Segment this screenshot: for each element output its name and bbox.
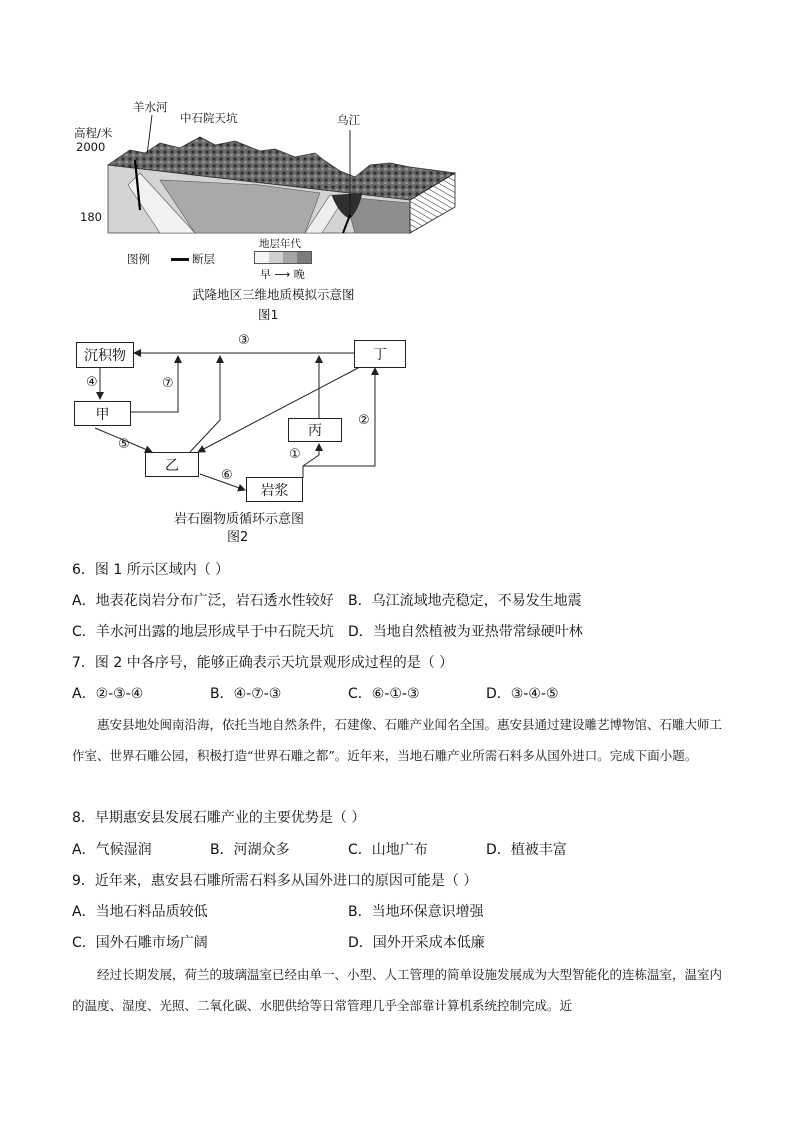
label-wujiang: 乌江 (337, 113, 360, 127)
question-7-option-d: D．③-④-⑤ (486, 686, 559, 702)
label-7: ⑦ (162, 376, 174, 391)
question-8-stem: 8．早期惠安县发展石雕产业的主要优势是（ ） (72, 810, 366, 826)
figure-2-caption: 岩石圈物质循环示意图 (174, 512, 305, 527)
question-6-option-c: C．羊水河出露的地层形成早于中石院天坑 (72, 624, 334, 640)
question-6-stem: 6．图 1 所示区域内（ ） (72, 562, 230, 578)
question-9-option-a: A．当地石料品质较低 (72, 904, 208, 920)
label-5: ⑤ (118, 437, 130, 452)
question-6-option-b: B．乌江流域地壳稳定，不易发生地震 (348, 593, 582, 609)
label-zhongshiyuan-tiankeng: 中石院天坑 (180, 111, 238, 125)
question-9-option-d: D．国外开采成本低廉 (348, 935, 485, 951)
box-yi: 乙 (145, 452, 199, 477)
legend-age-scale: 早 ⟶ 晚 (260, 268, 305, 281)
question-7-option-c: C．⑥-①-③ (348, 686, 420, 702)
question-7-option-a: A．②-③-④ (72, 686, 144, 702)
y-tick-top: 2000 (76, 140, 106, 154)
question-9-option-c: C．国外石雕市场广阔 (72, 935, 208, 951)
figure-1-caption: 武隆地区三维地质模拟示意图 (192, 287, 355, 302)
label-2: ② (358, 413, 370, 428)
question-6-option-d: D．当地自然植被为亚热带常绿硬叶林 (348, 624, 583, 640)
question-8-option-a: A．气候湿润 (72, 842, 152, 858)
question-9-stem: 9．近年来，惠安县石雕所需石料多从国外进口的原因可能是（ ） (72, 873, 478, 889)
y-tick-bottom: 180 (80, 210, 102, 224)
question-8-option-c: C．山地广布 (348, 842, 428, 858)
box-bing: 丙 (288, 418, 342, 442)
label-3: ③ (238, 333, 250, 348)
question-9-option-b: B．当地环保意识增强 (348, 904, 484, 920)
y-axis-label: 高程/米 (74, 126, 113, 140)
figure-1-number: 图1 (258, 307, 279, 322)
passage-huian: 惠安县地处闽南沿海，依托当地自然条件，石建像、石雕产业闻名全国。惠安县通过建设雕艺博物馆、石雕大师工作室、世界石雕公园，积极打造“世界石雕之都”。近年来，当地石雕产业所需石料多从国外进口。完成下面小题。 (72, 717, 723, 763)
box-sediment: 沉积物 (76, 342, 134, 368)
label-1: ① (289, 447, 301, 462)
label-6: ⑥ (221, 468, 233, 483)
label-yangshuihe: 羊水河 (133, 100, 168, 114)
legend-title: 图例 (127, 252, 150, 266)
question-7-stem: 7．图 2 中各序号，能够正确表示天坑景观形成过程的是（ ） (72, 655, 454, 671)
question-8-option-d: D．植被丰富 (486, 842, 567, 858)
box-jia: 甲 (74, 401, 131, 426)
legend-age-title: 地层年代 (259, 238, 301, 250)
question-6-option-a: A．地表花岗岩分布广泛，岩石透水性较好 (72, 593, 334, 609)
passage-netherlands-greenhouse: 经过长期发展，荷兰的玻璃温室已经由单一、小型、人工管理的简单设施发展成为大型智能化的连栋温室，温室内的温度、湿度、光照、二氧化碳、水肥供给等日常管理几乎全部靠计算机系统控制完成。近 (72, 967, 723, 1013)
question-8-option-b: B．河湖众多 (210, 842, 290, 858)
box-magma: 岩浆 (246, 477, 303, 502)
question-7-option-b: B．④-⑦-③ (210, 686, 282, 702)
box-ding: 丁 (354, 340, 406, 368)
label-4: ④ (86, 375, 98, 390)
legend-fault-label: 断层 (192, 252, 215, 266)
figure-2-number: 图2 (227, 530, 249, 545)
